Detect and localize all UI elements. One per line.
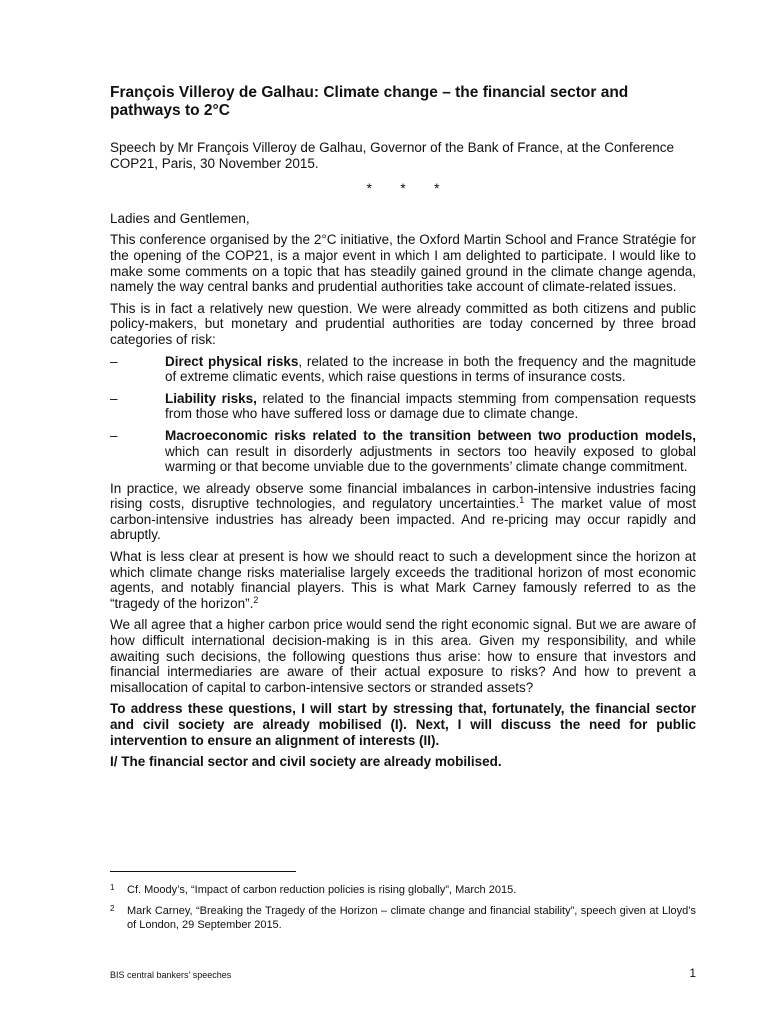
paragraph: This is in fact a relatively new question. We were already committed as both citizens and public policy-makers, but monetary and prudential authorities are today concerned by three broad categories of risk: xyxy=(110,300,696,347)
bullet-bold-lead: Liability risks, xyxy=(165,390,257,406)
bullet-text: which can result in disorderly adjustments in sectors too heavily exposed to global warming or that become unviable due to the governments’ climate change commitment. xyxy=(165,443,696,475)
paragraph-text: In practice, we already observe some financial imbalances in carbon-intensive industries facing rising costs, disruptive technologies, and regulatory uncertainties. xyxy=(110,480,696,512)
bullet-dash: – xyxy=(110,353,118,369)
paragraph xyxy=(110,549,696,611)
footnote-text: Mark Carney, “Breaking the Tragedy of the Horizon – climate change and financial stability”, speech given at Lloyd’s of London, 29 September 2015. xyxy=(127,905,696,931)
separator-star: * xyxy=(366,181,372,197)
bullet-text: , related to the increase in both the frequency and the magnitude of extreme climatic events, which raise questions in terms of insurance costs. xyxy=(165,353,697,385)
paragraph-text: What is less clear at present is how we should react to such a development since the horizon at which climate change risks materialise largely exceeds the traditional horizon of most economic agents, and notably financial players. This is what Mark Carney famously referred to as the “tragedy of the horizon”. xyxy=(110,549,696,611)
footnote xyxy=(110,884,696,898)
footnote-text: Cf. Moody’s, “Impact of carbon reduction policies is rising globally”, March 2015. xyxy=(127,884,517,896)
footer-source: BIS central bankers’ speeches xyxy=(110,970,232,980)
paragraph: We all agree that a higher carbon price would send the right economic signal. But we are aware of how difficult international decision-making is in this area. Given my responsibility, and while awaiting such decisions, the following questions thus arise: how to ensure that investors and financial intermediaries are aware of their actual exposure to risks? And how to prevent a misallocation of capital to carbon-intensive sectors or stranded assets? xyxy=(110,617,696,695)
paragraph-text: The market value of most carbon-intensive industries has already been impacted. And re-pricing may occur rapidly and abruptly. xyxy=(110,496,696,543)
footnote-number: 2 xyxy=(110,904,115,913)
bullet-bold-lead: Macroeconomic risks related to the transition between two production models, xyxy=(165,427,696,443)
separator-star: * xyxy=(434,181,440,197)
section-separator xyxy=(110,181,696,197)
bullet-text: related to the financial impacts stemming from compensation requests from those who have suffered loss or damage due to climate change. xyxy=(165,390,696,422)
bullet-bold-lead: Direct physical risks xyxy=(165,353,299,369)
list-item xyxy=(110,428,696,475)
speech-subtitle: Speech by Mr François Villeroy de Galhau, Governor of the Bank of France, at the Conference COP21, Paris, 30 November 2015. xyxy=(110,140,675,171)
separator-star: * xyxy=(400,181,406,197)
paragraph-bold: To address these questions, I will start by stressing that, fortunately, the financial sector and civil society are already mobilised (I). Next, I will discuss the need for public intervention to ensure an alignment of interests (II). xyxy=(110,701,696,748)
page-title: François Villeroy de Galhau: Climate change – the financial sector and pathways to 2°C xyxy=(110,84,629,119)
footnote-divider xyxy=(110,871,296,872)
paragraph xyxy=(110,481,696,543)
document-body xyxy=(110,84,696,776)
bullet-dash: – xyxy=(110,427,118,443)
salutation: Ladies and Gentlemen, xyxy=(110,210,250,226)
footnote-ref[interactable]: 2 xyxy=(253,594,259,605)
footnote-number: 1 xyxy=(110,883,115,892)
footnote xyxy=(110,905,696,932)
page-number: 1 xyxy=(689,966,696,980)
section-heading: I/ The financial sector and civil society are already mobilised. xyxy=(110,754,502,770)
list-item xyxy=(110,354,696,385)
bullet-dash: – xyxy=(110,390,118,406)
footnote-ref[interactable]: 1 xyxy=(519,495,525,506)
paragraph: This conference organised by the 2°C initiative, the Oxford Martin School and France Stratégie for the opening of the COP21, is a major event in which I am delighted to participate. I would like to make some comments on a topic that has steadily gained ground in the climate change agenda, namely the way central banks and prudential authorities take account of climate-related issues. xyxy=(110,232,696,295)
list-item xyxy=(110,391,696,422)
